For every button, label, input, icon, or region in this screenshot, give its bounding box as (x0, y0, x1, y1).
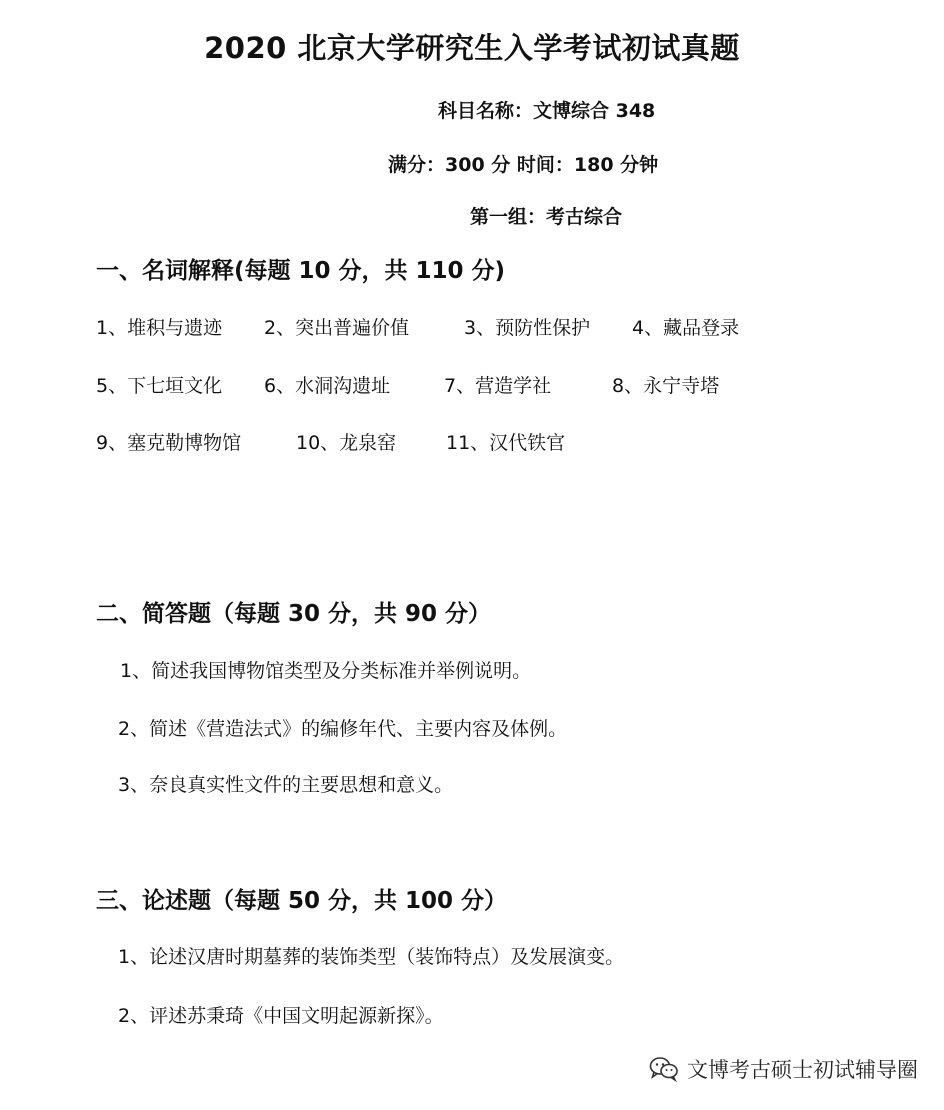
watermark-text: 文博考古硕士初试辅导圈 (687, 1058, 918, 1082)
section-heading-essay: 三、论述题（每题 50 分，共 100 分） (96, 888, 508, 914)
group-line: 第一组：考古综合 (470, 206, 623, 228)
list-item: 6、水洞沟遗址 (264, 375, 391, 397)
list-item: 7、营造学社 (444, 375, 552, 397)
page-title: 2020 北京大学研究生入学考试初试真题 (204, 31, 740, 65)
list-item: 9、塞克勒博物馆 (96, 432, 242, 454)
section-heading-terms: 一、名词解释(每题 10 分，共 110 分) (96, 258, 506, 284)
watermark (649, 1054, 918, 1084)
list-item: 2、评述苏秉琦《中国文明起源新探》。 (118, 1005, 444, 1027)
list-item: 1、堆积与遗迹 (96, 317, 223, 339)
list-item: 10、龙泉窑 (296, 432, 397, 454)
list-item: 4、藏品登录 (632, 317, 740, 339)
score-time-line: 满分：300 分 时间：180 分钟 (388, 154, 659, 176)
wechat-icon (649, 1056, 679, 1082)
list-item: 5、下七垣文化 (96, 375, 223, 397)
section-heading-short-answer: 二、简答题（每题 30 分，共 90 分） (96, 601, 492, 627)
list-item: 3、奈良真实性文件的主要思想和意义。 (118, 774, 454, 796)
list-item: 8、永宁寺塔 (612, 375, 720, 397)
list-item: 1、论述汉唐时期墓葬的装饰类型（装饰特点）及发展演变。 (118, 946, 625, 968)
list-item: 2、简述《营造法式》的编修年代、主要内容及体例。 (118, 718, 568, 740)
subject-line: 科目名称：文博综合 348 (438, 100, 656, 122)
list-item: 2、突出普遍价值 (264, 317, 410, 339)
list-item: 1、简述我国博物馆类型及分类标准并举例说明。 (120, 660, 532, 682)
list-item: 3、预防性保护 (464, 317, 591, 339)
list-item: 11、汉代铁官 (446, 432, 566, 454)
